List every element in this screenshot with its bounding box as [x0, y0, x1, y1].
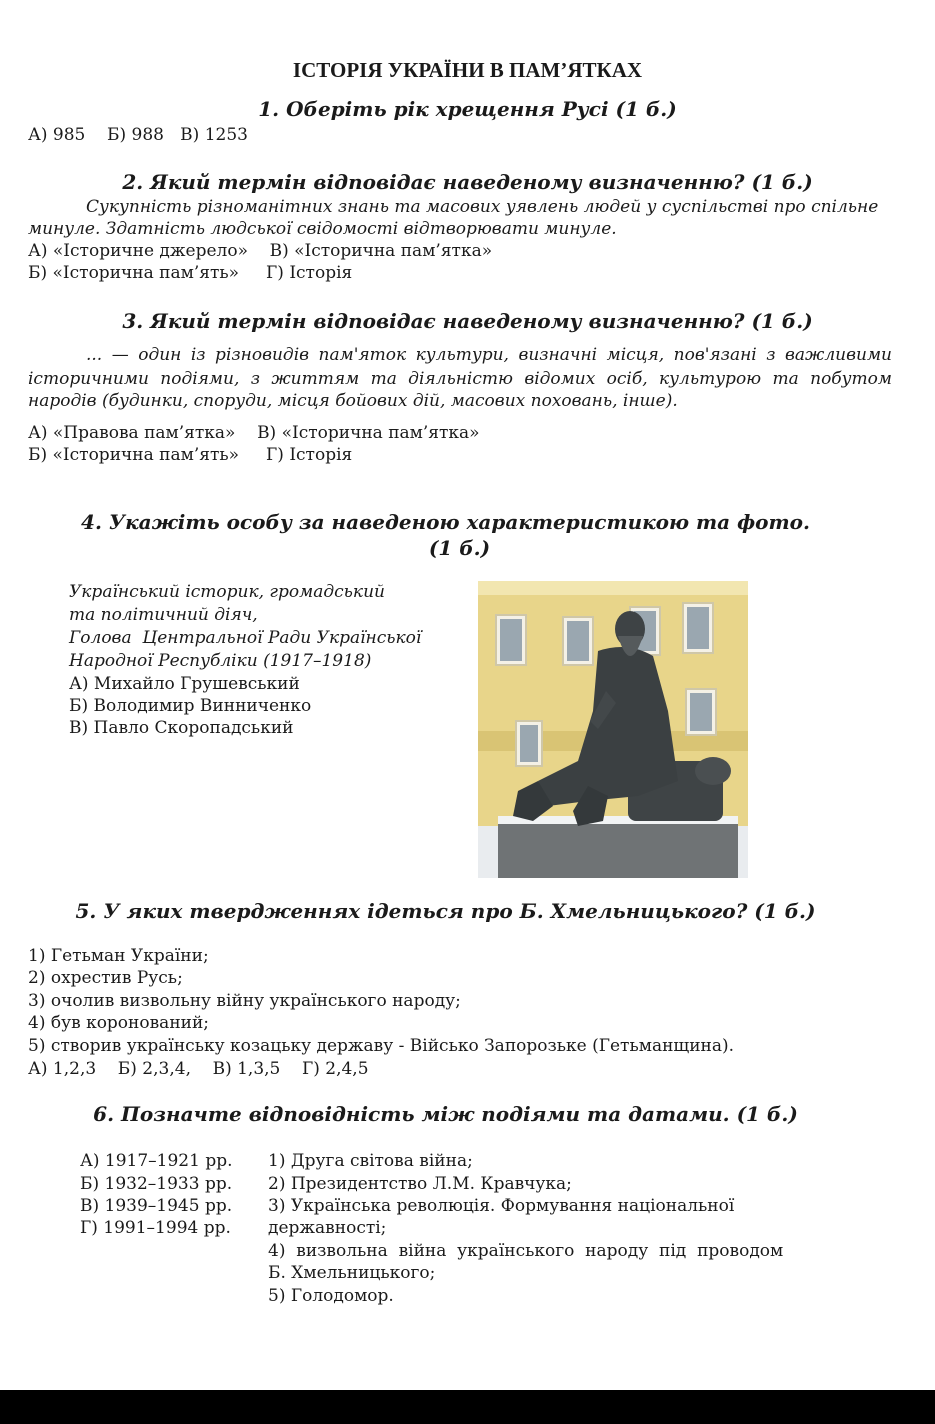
question-4-option-c: В) Павло Скоропадський [69, 718, 294, 738]
question-6-event-1: 1) Друга світова війна; [268, 1151, 473, 1171]
question-6-event-4: 4) визвольна війна українського народу під проводом [268, 1241, 784, 1261]
question-5-item-5: 5) створив українську козацьку державу - Військо Запорозьке (Гетьманщина). [28, 1036, 735, 1056]
question-6: 6. Позначте відповідність між подіями та датами. (1 б.) [93, 1102, 798, 1126]
bottom-bar [0, 1390, 935, 1424]
question-3-definition-line-3: народів (будинки, споруди, місця бойових дій, масових поховань, інше). [28, 391, 678, 411]
question-3-options-row-1: А) «Правова пам’ятка» В) «Історична пам’ятка» [28, 423, 480, 443]
question-4-option-a: А) Михайло Грушевський [69, 674, 300, 694]
question-5-options: А) 1,2,3 Б) 2,3,4, В) 1,3,5 Г) 2,4,5 [28, 1059, 369, 1079]
question-5-item-3: 3) очолив визвольну війну українського народу; [28, 991, 461, 1011]
question-6-date-b: Б) 1932–1933 рр. [80, 1174, 233, 1194]
question-6-event-3-cont: державності; [268, 1218, 387, 1238]
question-4-option-b: Б) Володимир Винниченко [69, 696, 312, 716]
question-3-definition-line-2: історичними подіями, з життям та діяльністю відомих осіб, культурою та побутом [28, 369, 892, 389]
question-4-description-line-4: Народної Республіки (1917–1918) [69, 651, 372, 671]
question-6-date-a: А) 1917–1921 рр. [80, 1151, 233, 1171]
question-5-item-4: 4) був коронований; [28, 1013, 210, 1033]
question-4-description-line-1: Український історик, громадський [69, 582, 385, 602]
question-5-item-1: 1) Гетьман України; [28, 946, 209, 966]
question-5: 5. У яких твердженнях ідеться про Б. Хмельницького? (1 б.) [75, 899, 816, 923]
question-1: 1. Оберіть рік хрещення Русі (1 б.) [258, 97, 677, 121]
question-2-definition-line-1: Сукупність різноманітних знань та масових уявлень людей у суспільстві про спільне [86, 197, 879, 217]
question-3-options-row-2: Б) «Історична пам’ять» Г) Історія [28, 445, 353, 465]
question-2-definition-line-2: минуле. Здатність людської свідомості відтворювати минуле. [28, 219, 617, 239]
question-6-event-2: 2) Президентство Л.М. Кравчука; [268, 1174, 572, 1194]
question-2-options-row-2: Б) «Історична пам’ять» Г) Історія [28, 263, 353, 283]
page-title: ІСТОРІЯ УКРАЇНИ В ПАМ’ЯТКАХ [292, 58, 643, 82]
question-6-date-d: Г) 1991–1994 рр. [80, 1218, 231, 1238]
question-2: 2. Який термін відповідає наведеному визначенню? (1 б.) [122, 170, 813, 194]
question-6-event-3: 3) Українська революція. Формування національної [268, 1196, 735, 1216]
question-4-line-1: 4. Укажіть особу за наведеною характеристикою та фото. [81, 510, 810, 534]
question-6-event-4-cont: Б. Хмельницького; [268, 1263, 436, 1283]
question-1-options: А) 985 Б) 988 В) 1253 [28, 125, 248, 145]
question-5-item-2: 2) охрестив Русь; [28, 968, 183, 988]
question-6-event-5: 5) Голодомор. [268, 1286, 394, 1306]
monument-photo [478, 581, 748, 878]
question-6-date-c: В) 1939–1945 рр. [80, 1196, 233, 1216]
question-3-definition-line-1: ... — один із різновидів пам'яток культури, визначні місця, пов'язані з важливими [86, 345, 892, 365]
question-4-description-line-2: та політичний діяч, [69, 605, 258, 625]
question-2-options-row-1: А) «Історичне джерело» В) «Історична пам’ятка» [28, 241, 493, 261]
question-3: 3. Який термін відповідає наведеному визначенню? (1 б.) [122, 309, 813, 333]
question-4-description-line-3: Голова Центральної Ради Української [69, 628, 422, 648]
question-4-line-2: (1 б.) [428, 536, 491, 560]
